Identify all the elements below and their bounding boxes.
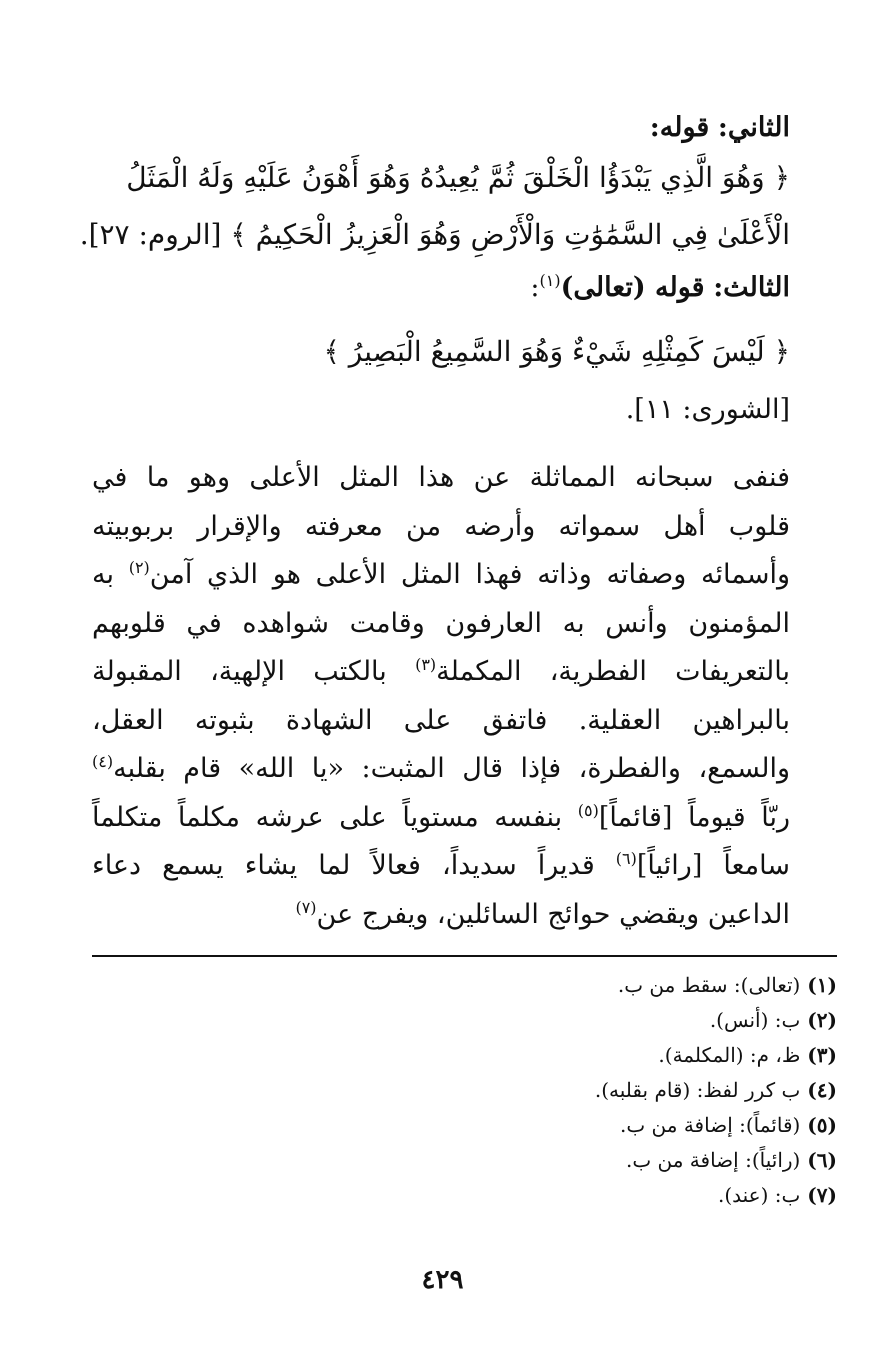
- section-three-label: الثالث:: [713, 272, 790, 303]
- quran-verse-shura-reference: [الشورى: ١١].: [625, 394, 790, 425]
- paragraph-line: المؤمنون وأنس به العارفون وقامت شواهده في قلوبهم: [92, 607, 790, 639]
- paragraph-line: [92, 555, 790, 595]
- footnote-ref: (٣): [415, 655, 437, 674]
- footnote-ref: (٧): [295, 897, 317, 917]
- footnote-text: (قائماً): إضافة من ب.: [620, 1113, 801, 1137]
- footnote-number: (٧): [800, 1183, 837, 1207]
- footnote-item: [626, 1145, 837, 1175]
- footnote-ref: (٥): [577, 800, 599, 820]
- footnote-number: (٤): [800, 1078, 837, 1102]
- footnote-text: ب كرر لفظ: (قام بقلبه).: [594, 1078, 801, 1102]
- footnote-item: [620, 1110, 837, 1140]
- section-three-text: قوله (تعالى): [560, 272, 705, 303]
- footnote-number: (٢): [800, 1008, 837, 1032]
- quran-verse-shura: ﴿ لَيْسَ كَمِثْلِهِ شَيْءٌ وَهُوَ السَّمِيعُ الْبَصِيرُ ﴾: [323, 335, 790, 368]
- paragraph-text: بالكتب الإلهية، المقبولة: [92, 656, 416, 687]
- footnote-number: (٦): [800, 1148, 837, 1172]
- paragraph-text: به: [92, 559, 129, 590]
- section-two-text: قوله:: [649, 112, 710, 143]
- footnote-item: [718, 1180, 837, 1210]
- footnote-ref-1: (١): [539, 271, 561, 290]
- footnote-text: ب: (عند).: [717, 1183, 801, 1207]
- footnote-item: [595, 1075, 837, 1105]
- paragraph-line: [295, 895, 790, 935]
- quran-verse-rum-line2: الْأَعْلَىٰ فِي السَّمَٰوَٰتِ وَالْأَرْضِ وَهُوَ الْعَزِيزُ الْحَكِيمُ ﴾ [الروم: ٢٧].: [79, 218, 790, 251]
- paragraph-line: قلوب أهل سمواته وأرضه من معرفته والإقرار بربوبيته: [92, 510, 790, 542]
- paragraph-line: فنفى سبحانه المماثلة عن هذا المثل الأعلى وهو ما في: [92, 462, 790, 493]
- footnote-text: (تعالى): سقط من ب.: [617, 973, 801, 997]
- paragraph-line: [92, 798, 790, 838]
- footnote-text: ب: (أنس).: [709, 1008, 801, 1032]
- footnote-ref: (٢): [128, 558, 150, 577]
- paragraph-text: سامعاً [رائياً]: [636, 850, 790, 881]
- quran-verse-rum-line1: ﴿ وَهُوَ الَّذِي يَبْدَؤُا الْخَلْقَ ثُمَّ يُعِيدُهُ وَهُوَ أَهْوَنُ عَلَيْهِ وَلَهُ الْمَثَلُ: [126, 161, 790, 194]
- section-three-colon: :: [530, 272, 540, 303]
- footnote-item: [618, 970, 837, 1000]
- paragraph-text: وأسمائه وصفاته وذاته فهذا المثل الأعلى هو الذي آمن: [149, 559, 790, 590]
- footnote-item: [658, 1040, 837, 1070]
- paragraph-line: [92, 846, 790, 886]
- footnote-ref: (٦): [615, 849, 637, 868]
- paragraph-line: بالبراهين العقلية. فاتفق على الشهادة بثبوته العقل،: [92, 704, 790, 736]
- paragraph-text: بنفسه مستوياً على عرشه مكلماً متكلماً: [92, 801, 578, 833]
- footnote-text: (رائياً): إضافة من ب.: [625, 1148, 801, 1172]
- footnote-number: (١): [800, 973, 837, 997]
- page-number: ٤٢٩: [421, 1265, 464, 1295]
- footnote-divider: [92, 955, 837, 957]
- paragraph-text: الداعين ويقضي حوائج السائلين، ويفرج عن: [316, 898, 790, 930]
- footnote-number: (٣): [800, 1043, 837, 1067]
- section-two-label: الثاني:: [717, 112, 790, 143]
- footnote-number: (٥): [800, 1113, 837, 1137]
- paragraph-text: قديراً سديداً، فعالاً لما يشاء يسمع دعاء: [92, 850, 616, 881]
- paragraph-line: [92, 749, 790, 789]
- paragraph-text: ربّاً قيوماً [قائماً]: [598, 801, 790, 833]
- paragraph-line: [92, 652, 790, 692]
- section-two-heading: [650, 108, 790, 148]
- footnote-text: ظ، م: (المكلمة).: [658, 1043, 801, 1067]
- footnote-ref: (٤): [92, 752, 114, 771]
- paragraph-text: والسمع، والفطرة، فإذا قال المثبت: «يا الله» قام بقلبه: [113, 753, 790, 784]
- section-three-heading: [530, 268, 790, 308]
- footnote-item: [710, 1005, 837, 1035]
- paragraph-text: بالتعريفات الفطرية، المكملة: [436, 656, 790, 687]
